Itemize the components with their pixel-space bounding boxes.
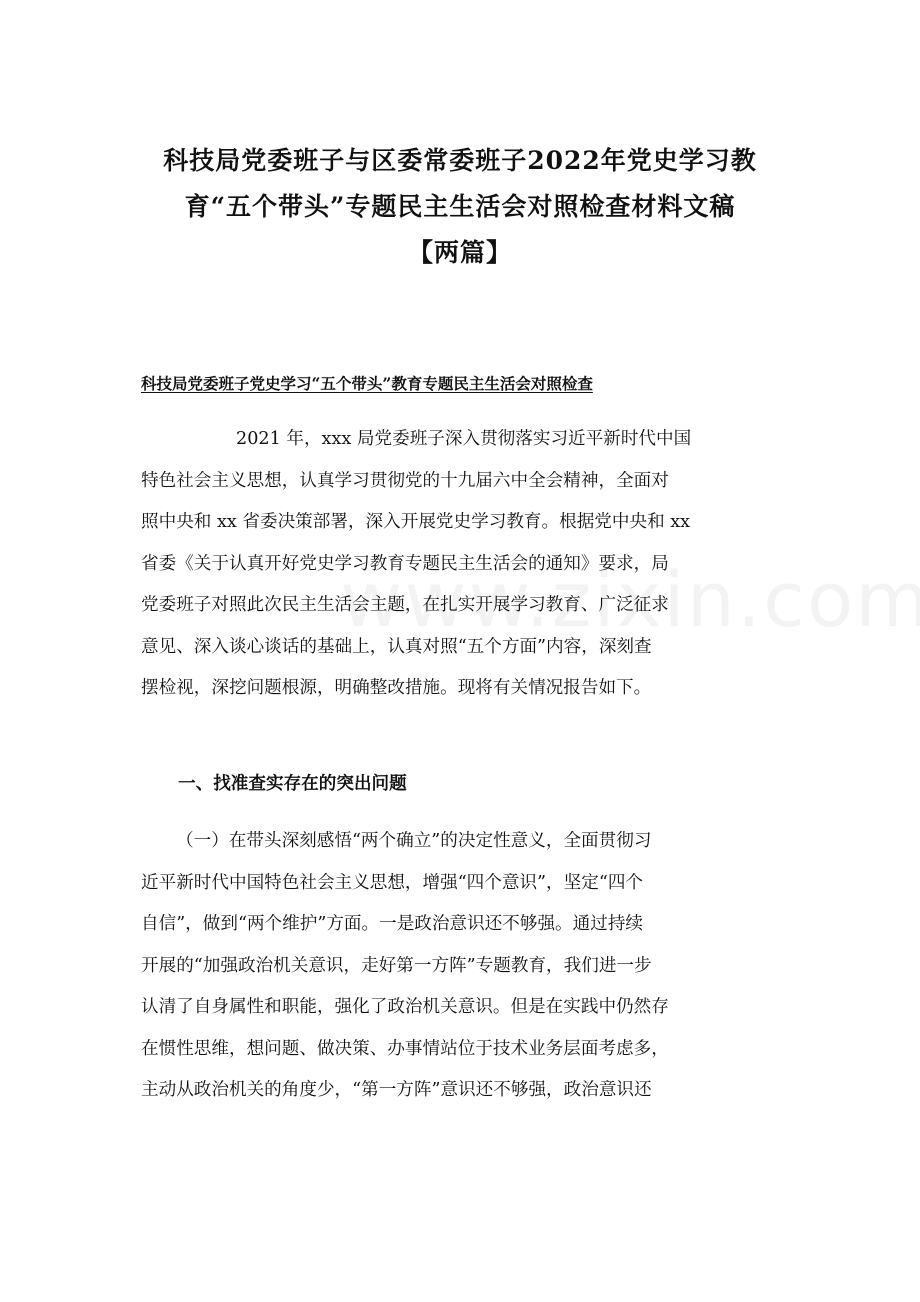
paragraph-section-one (141, 821, 791, 1112)
paragraph-line: 开展的“加强政治机关意识，走好第一方阵”专题教育，我们进一步 (141, 955, 652, 976)
paragraph-line: 摆检视，深挖问题根源，明确整改措施。现将有关情况报告如下。 (141, 678, 652, 698)
document-subtitle: 科技局党委班子党史学习“五个带头”教育专题民主生活会对照检查 (141, 374, 593, 393)
paragraph-line: 党委班子对照此次民主生活会主题，在扎实开展学习教育、广泛征求 (141, 595, 669, 615)
paragraph-line: （一）在带头深刻感悟“两个确立”的决定性意义，全面贯彻习 (176, 831, 652, 851)
title-line: 【两篇】 (407, 238, 512, 267)
paragraph-intro (141, 419, 791, 710)
paragraph-line: 特色社会主义思想，认真学习贯彻党的十九届六中全会精神，全面对 (141, 470, 669, 491)
paragraph-line: 主动从政治机关的角度少，“第一方阵”意识还不够强，政治意识还 (141, 1080, 652, 1100)
paragraph-line: 认清了自身属性和职能，强化了政治机关意识。但是在实践中仍然存 (141, 997, 669, 1017)
section-heading: 一、找准查实存在的突出问题 (178, 773, 407, 794)
document-title (120, 138, 800, 276)
paragraph-line: 自信”，做到“两个维护”方面。一是政治意识还不够强。通过持续 (141, 914, 644, 934)
paragraph-line: 意见、深入谈心谈话的基础上，认真对照“五个方面”内容，深刻查 (141, 636, 652, 657)
paragraph-line: 近平新时代中国特色社会主义思想，增强“四个意识”，坚定“四个 (141, 872, 644, 893)
title-line: 科技局党委班子与区委常委班子2022年党史学习教 (163, 146, 757, 175)
paragraph-line: 照中央和 xx 省委决策部署，深入开展党史学习教育。根据党中央和 xx (141, 512, 691, 532)
paragraph-line: 2021 年，xxx 局党委班子深入贯彻落实习近平新时代中国 (236, 429, 692, 449)
paragraph-line: 省委《关于认真开好党史学习教育专题民主生活会的通知》要求，局 (141, 553, 669, 574)
title-line: 育“五个带头”专题民主生活会对照检查材料文稿 (184, 192, 736, 221)
paragraph-line: 在惯性思维，想问题、做决策、办事情站位于技术业务层面考虑多， (141, 1038, 669, 1059)
